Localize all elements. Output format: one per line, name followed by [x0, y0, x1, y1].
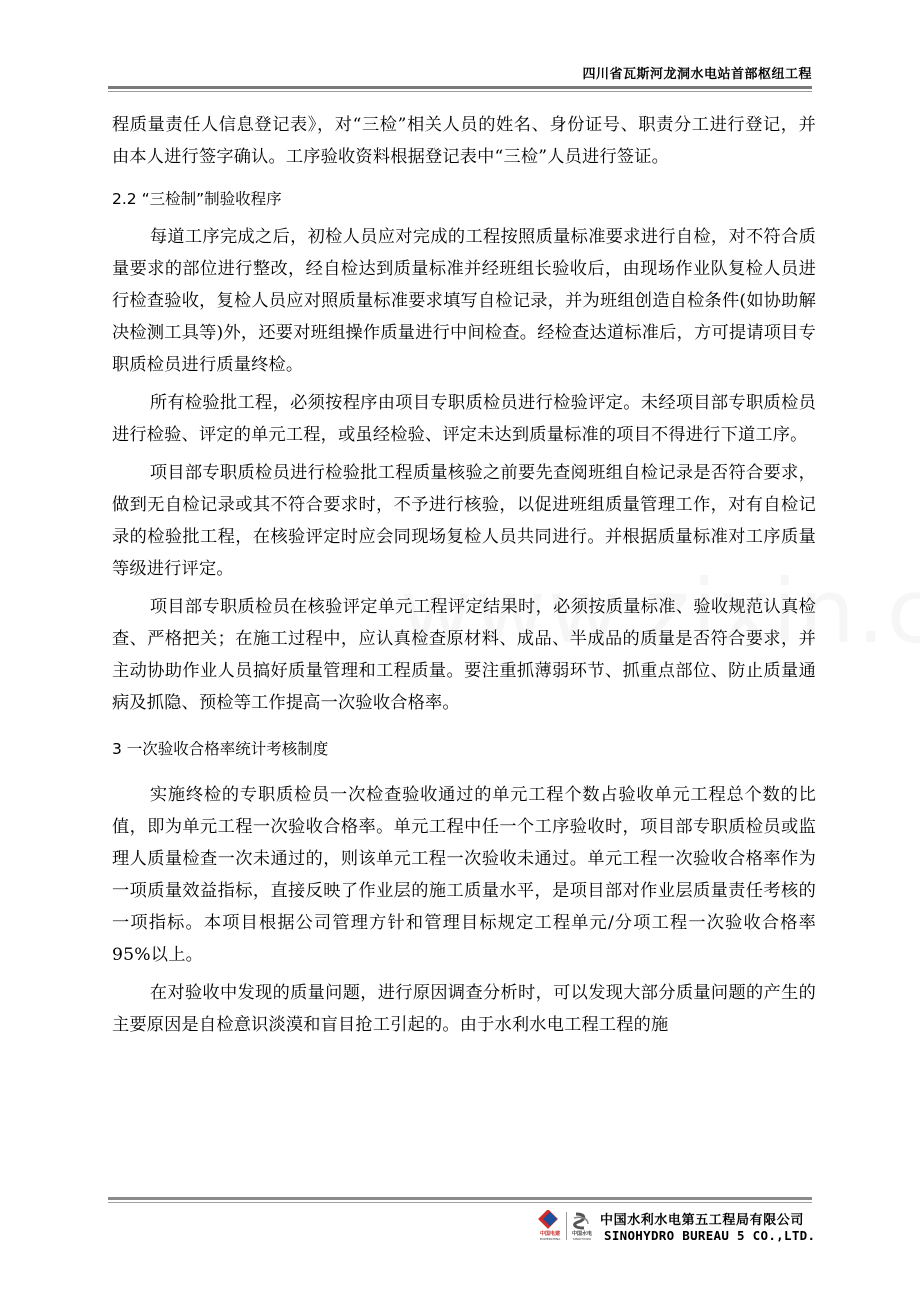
company-name-en: SINOHYDRO BUREAU 5 CO.,LTD.: [604, 1228, 816, 1243]
section-heading-3: 3 一次验收合格率统计考核制度: [112, 740, 329, 758]
section-heading-2-2: 2.2 “三检制”制验收程序: [112, 190, 282, 208]
header-rule-thick: [108, 86, 812, 89]
powerchina-logo-text: 中国电建: [539, 1231, 561, 1237]
document-body: [112, 109, 816, 1041]
paragraph-pass-rate: 实施终检的专职质检员一次检查验收通过的单元工程个数占验收单元工程总个数的比值，即为单元工程一次验收合格率。单元工程中任一个工序验收时，项目部专职质检员或监理人质量检查一次未通过的，则该单元工程一次验收未通过。单元工程一次验收合格率作为一项质量效益指标，直接反映了作业层的施工质量水平，是项目部对作业层质量责任考核的一项指标。本项目根据公司管理方针和管理目标规定工程单元/分项工程一次验收合格率 95%以上。: [112, 785, 816, 965]
sinohydro-logo-text: 中国水电: [571, 1231, 593, 1237]
powerchina-logo-sub: POWERCHINA: [539, 1237, 561, 1241]
paragraph-continued: 程质量责任人信息登记表》，对“三检”相关人员的姓名、身份证号、职责分工进行登记，并由本人进行签字确认。工序验收资料根据登记表中“三检”人员进行签证。: [112, 115, 816, 167]
header-title: 四川省瓦斯河龙洞水电站首部枢纽工程: [582, 67, 812, 82]
powerchina-logo: [535, 1210, 565, 1242]
sinohydro-logo: [568, 1210, 596, 1242]
logo-separator: [566, 1212, 567, 1240]
paragraph-quality-issues: 在对验收中发现的质量问题，进行原因调查分析时，可以发现大部分质量问题的产生的主要原因是自检意识淡漠和盲目抢工引起的。由于水利水电工程工程的施: [112, 983, 816, 1035]
sinohydro-logo-sub: SINOHYDRO: [572, 1237, 592, 1241]
footer-rule-thick: [108, 1197, 812, 1200]
header-rule-thin: [108, 91, 812, 92]
paragraph-evaluation: 项目部专职质检员在核验评定单元工程评定结果时，必须按质量标准、验收规范认真检查、严格把关；在施工过程中，应认真检查原材料、成品、半成品的质量是否符合要求，并主动协助作业人员搞好质量管理和工程质量。要注重抓薄弱环节、抓重点部位、防止质量通病及抓隐、预检等工作提高一次验收合格率。: [112, 597, 816, 713]
paragraph-verification: 项目部专职质检员进行检验批工程质量核验之前要先查阅班组自检记录是否符合要求，做到无自检记录或其不符合要求时，不予进行核验，以促进班组质量管理工作，对有自检记录的检验批工程，在核验评定时应会同现场复检人员共同进行。并根据质量标准对工序质量等级进行评定。: [112, 463, 816, 579]
paragraph-inspection-batch: 所有检验批工程，必须按程序由项目专职质检员进行检验评定。未经项目部专职质检员进行检验、评定的单元工程，或虽经检验、评定未达到质量标准的项目不得进行下道工序。: [112, 393, 816, 445]
footer-rule-thin: [108, 1202, 812, 1203]
company-name-cn: 中国水利水电第五工程局有限公司: [600, 1213, 805, 1228]
paragraph-self-check: 每道工序完成之后，初检人员应对完成的工程按照质量标准要求进行自检，对不符合质量要求的部位进行整改，经自检达到质量标准并经班组长验收后，由现场作业队复检人员进行检查验收，复检人员应对照质量标准要求填写自检记录，并为班组创造自检条件(如协助解决检测工具等)外，还要对班组操作质量进行中间检查。经检查达道标准后，方可提请项目专职质检员进行质量终检。: [112, 227, 816, 375]
